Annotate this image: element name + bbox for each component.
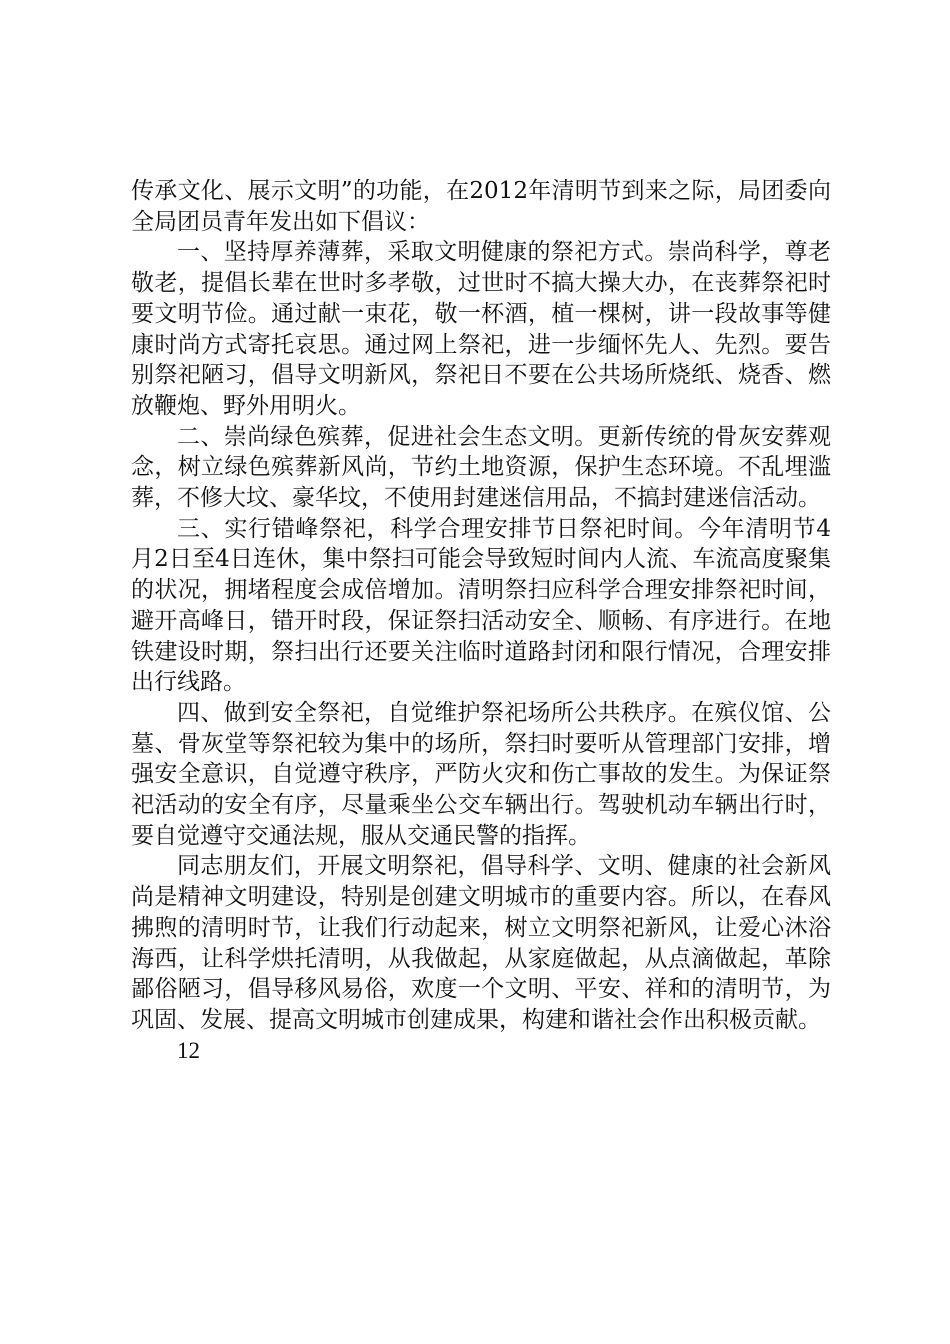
proposal-item-1: 一、坚持厚养薄葬，采取文明健康的祭祀方式。崇尚科学，尊老敬老，提倡长辈在世时多孝敬，过世时不搞大操大办，在丧葬祭祀时要文明节俭。通过献一束花，敬一杯酒，植一棵树，讲一段故事等健康时尚方式寄托哀思。通过网上祭祀，进一步缅怀先人、先烈。要告别祭祀陋习，倡导文明新风，祭祀日不要在公共场所烧纸、烧香、燃放鞭炮、野外用明火。 — [131, 239, 831, 419]
intro-paragraph: 传承文化、展示文明”的功能，在2012年清明节到来之际，局团委向全局团员青年发出如下倡议： — [131, 178, 831, 235]
proposal-item-2: 二、崇尚绿色殡葬，促进社会生态文明。更新传统的骨灰安葬观念，树立绿色殡葬新风尚，节约土地资源，保护生态环境。不乱埋滥葬，不修大坟、豪华坟，不使用封建迷信用品，不搞封建迷信活动。 — [131, 423, 831, 512]
closing-paragraph: 同志朋友们，开展文明祭祀，倡导科学、文明、健康的社会新风尚是精神文明建设，特别是创建文明城市的重要内容。所以，在春风拂煦的清明时节，让我们行动起来，树立文明祭祀新风，让爱心沐浴海西，让科学烘托清明，从我做起，从家庭做起，从点滴做起，革除鄙俗陋习，倡导移风易俗，欢度一个文明、平安、祥和的清明节，为巩固、发展、提高文明城市创建成果，构建和谐社会作出积极贡献。 — [131, 853, 831, 1033]
page-number: 12 — [177, 1037, 200, 1063]
proposal-item-3: 三、实行错峰祭祀，科学合理安排节日祭祀时间。今年清明节4月2日至4日连休，集中祭扫可能会导致短时间内人流、车流高度聚集的状况，拥堵程度会成倍增加。清明祭扫应科学合理安排祭祀时间，避开高峰日，错开时段，保证祭扫活动安全、顺畅、有序进行。在地铁建设时期，祭扫出行还要关注临时道路封闭和限行情况，合理安排出行线路。 — [131, 515, 831, 696]
proposal-item-4: 四、做到安全祭祀，自觉维护祭祀场所公共秩序。在殡仪馆、公墓、骨灰堂等祭祀较为集中的场所，祭扫时要听从管理部门安排，增强安全意识，自觉遵守秩序，严防火灾和伤亡事故的发生。为保证祭祀活动的安全有序，尽量乘坐公交车辆出行。驾驶机动车辆出行时，要自觉遵守交通法规，服从交通民警的指挥。 — [131, 699, 831, 849]
document-body — [131, 176, 831, 1066]
